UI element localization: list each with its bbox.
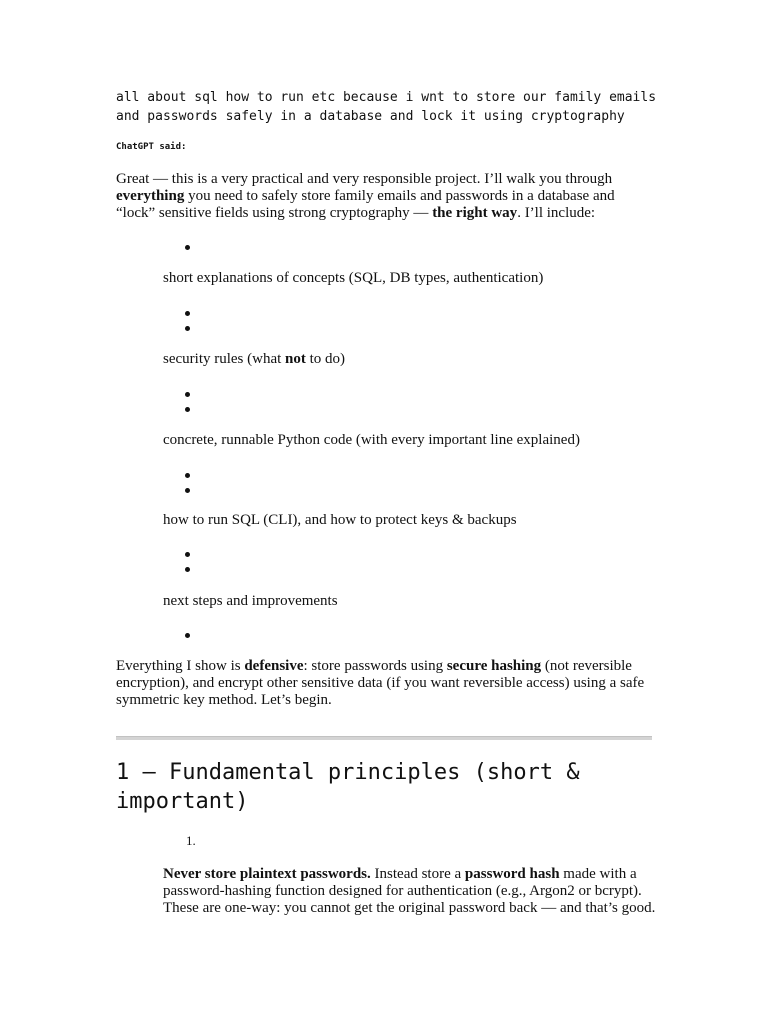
list-item-security: security rules (what not to do) (163, 351, 346, 367)
list-item-concepts: short explanations of concepts (SQL, DB types, authentication) (163, 270, 544, 286)
numbered-marker: 1. (186, 833, 196, 848)
bullet (185, 487, 193, 495)
bullet (185, 472, 193, 480)
speaker-label: ChatGPT said: (116, 142, 187, 152)
intro-paragraph: Great — this is a very practical and very responsible project. I’ll walk you through everything you need to safely store family emails and passwords in a database and “lock” sensitive fields using strong cryptography — the right way. I’ll include: (116, 171, 615, 221)
principle-paragraph: Never store plaintext passwords. Instead store a password hash made with a password-hashing function designed for authentication (e.g., Argon2 or bcrypt). These are one-way: you cannot get the original password back — and that’s good. (163, 866, 656, 916)
bullet (185, 566, 193, 574)
user-prompt: all about sql how to run etc because i wnt to store our family emails and passwords safely in a database and lock it using cryptography (116, 90, 664, 124)
bullet (185, 406, 193, 414)
bullet (185, 551, 193, 559)
bullet (185, 310, 193, 318)
bullet (185, 325, 193, 333)
list-item-next: next steps and improvements (163, 593, 338, 609)
section-heading: 1 — Fundamental principles (short & important) (116, 760, 580, 814)
bullet (185, 391, 193, 399)
closing-paragraph: Everything I show is defensive: store passwords using secure hashing (not reversible encryption), and encrypt other sensitive data (if you want reversible access) using a safe symmetric key method. Let’s begin. (116, 658, 645, 708)
list-item-python: concrete, runnable Python code (with every important line explained) (163, 432, 580, 448)
horizontal-divider (116, 736, 652, 740)
bullet (185, 632, 193, 640)
bullet (185, 244, 193, 252)
list-item-cli: how to run SQL (CLI), and how to protect keys & backups (163, 512, 517, 528)
